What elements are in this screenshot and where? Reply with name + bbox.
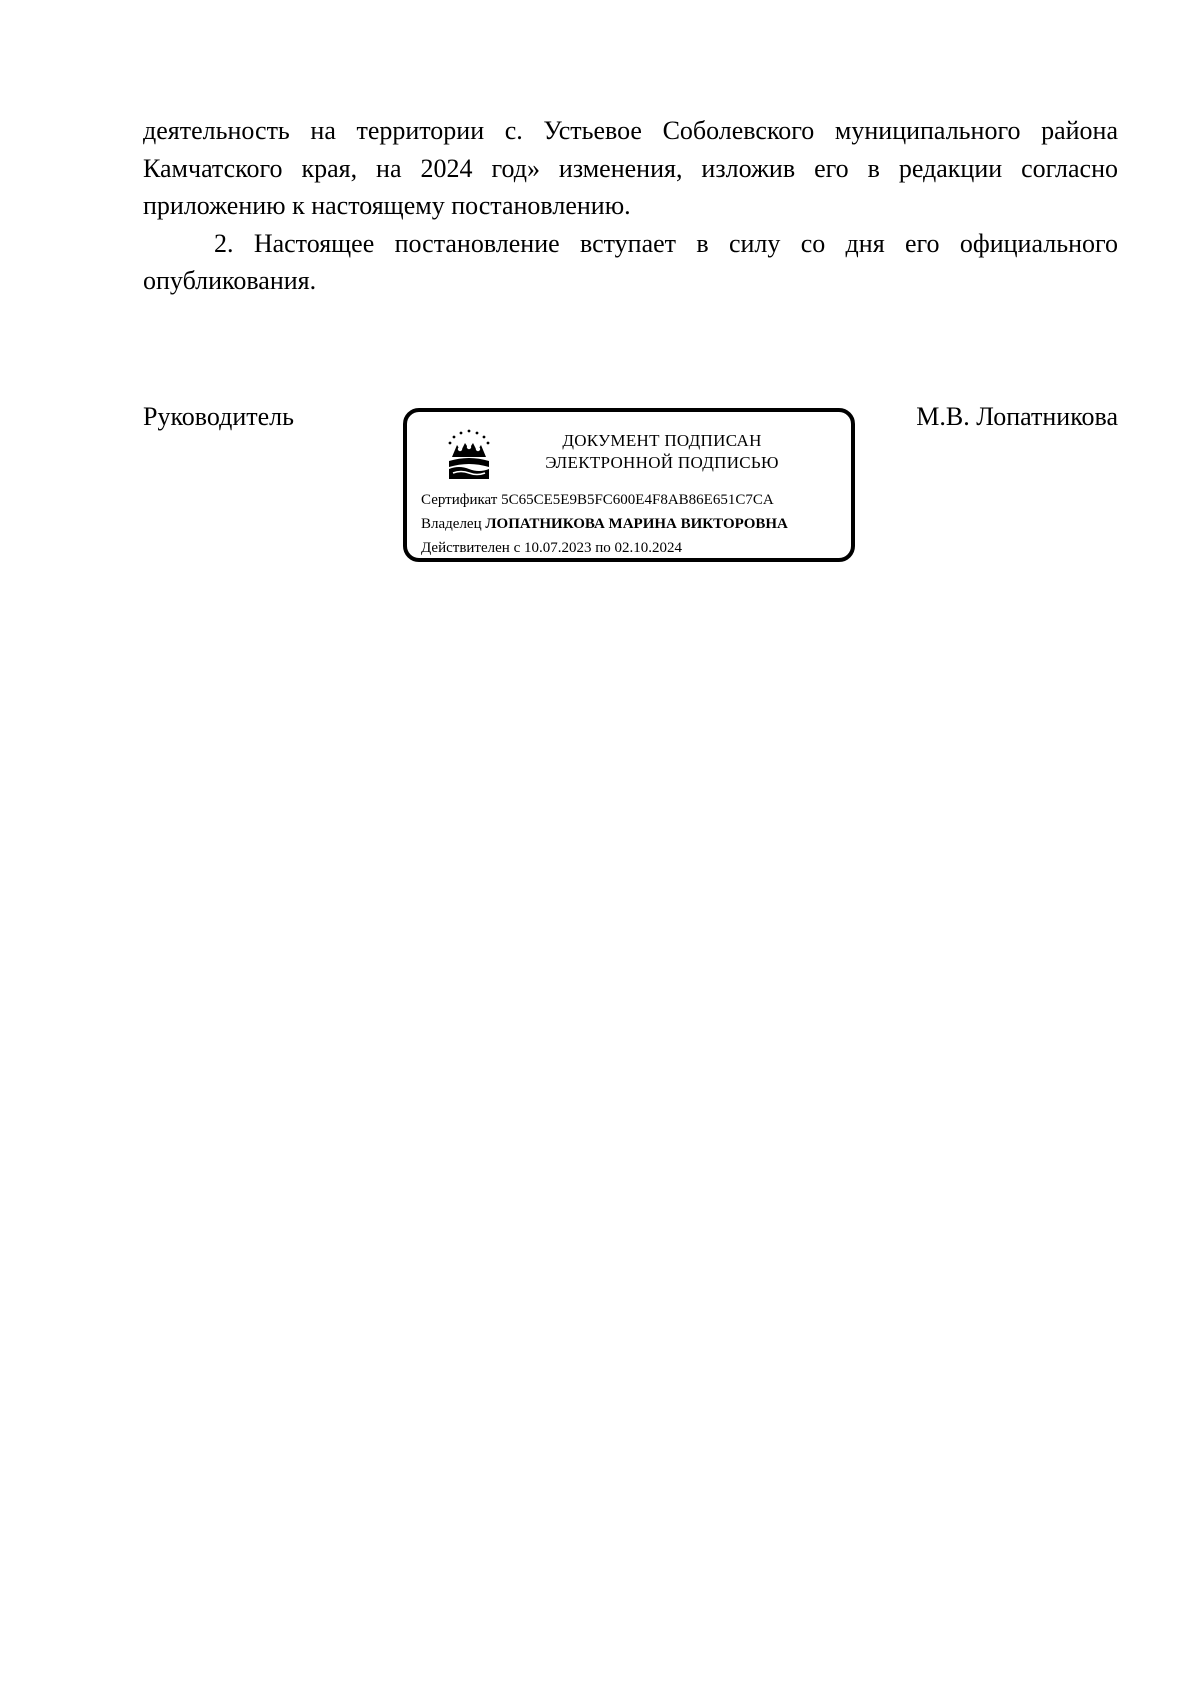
valid-to-label: по [595, 540, 611, 556]
stamp-heading [497, 430, 827, 474]
coat-of-arms-icon [443, 427, 495, 483]
valid-to: 02.10.2024 [614, 540, 683, 556]
stamp-certificate [421, 492, 774, 509]
paragraph-effective-date: 2. Настоящее постановление вступает в силу со дня его официального опубликования. [143, 228, 1118, 295]
signer-name: М.В. Лопатникова [916, 402, 1118, 431]
owner-label: Владелец [421, 516, 482, 532]
valid-label: Действителен [421, 540, 510, 556]
owner-value: ЛОПАТНИКОВА МАРИНА ВИКТОРОВНА [485, 516, 788, 532]
certificate-value: 5C65CE5E9B5FC600E4F8AB86E651C7CA [501, 492, 774, 508]
stamp-heading-line2: ЭЛЕКТРОННОЙ ПОДПИСЬЮ [545, 453, 779, 472]
stamp-validity [421, 540, 682, 557]
body-text [143, 112, 1118, 300]
valid-from: 10.07.2023 [523, 540, 592, 556]
stamp-heading-line1: ДОКУМЕНТ ПОДПИСАН [562, 431, 762, 450]
electronic-signature-stamp [403, 408, 855, 562]
stamp-owner [421, 516, 788, 533]
signer-title: Руководитель [143, 402, 294, 431]
paragraph-continuation: деятельность на территории с. Устьевое Соболевского муниципального района Камчатского края, на 2024 год» изменения, изложив его в редакции согласно приложению к настоящему постановлению. [143, 116, 1118, 220]
valid-from-label: с [513, 540, 521, 556]
certificate-label: Сертификат [421, 492, 498, 508]
